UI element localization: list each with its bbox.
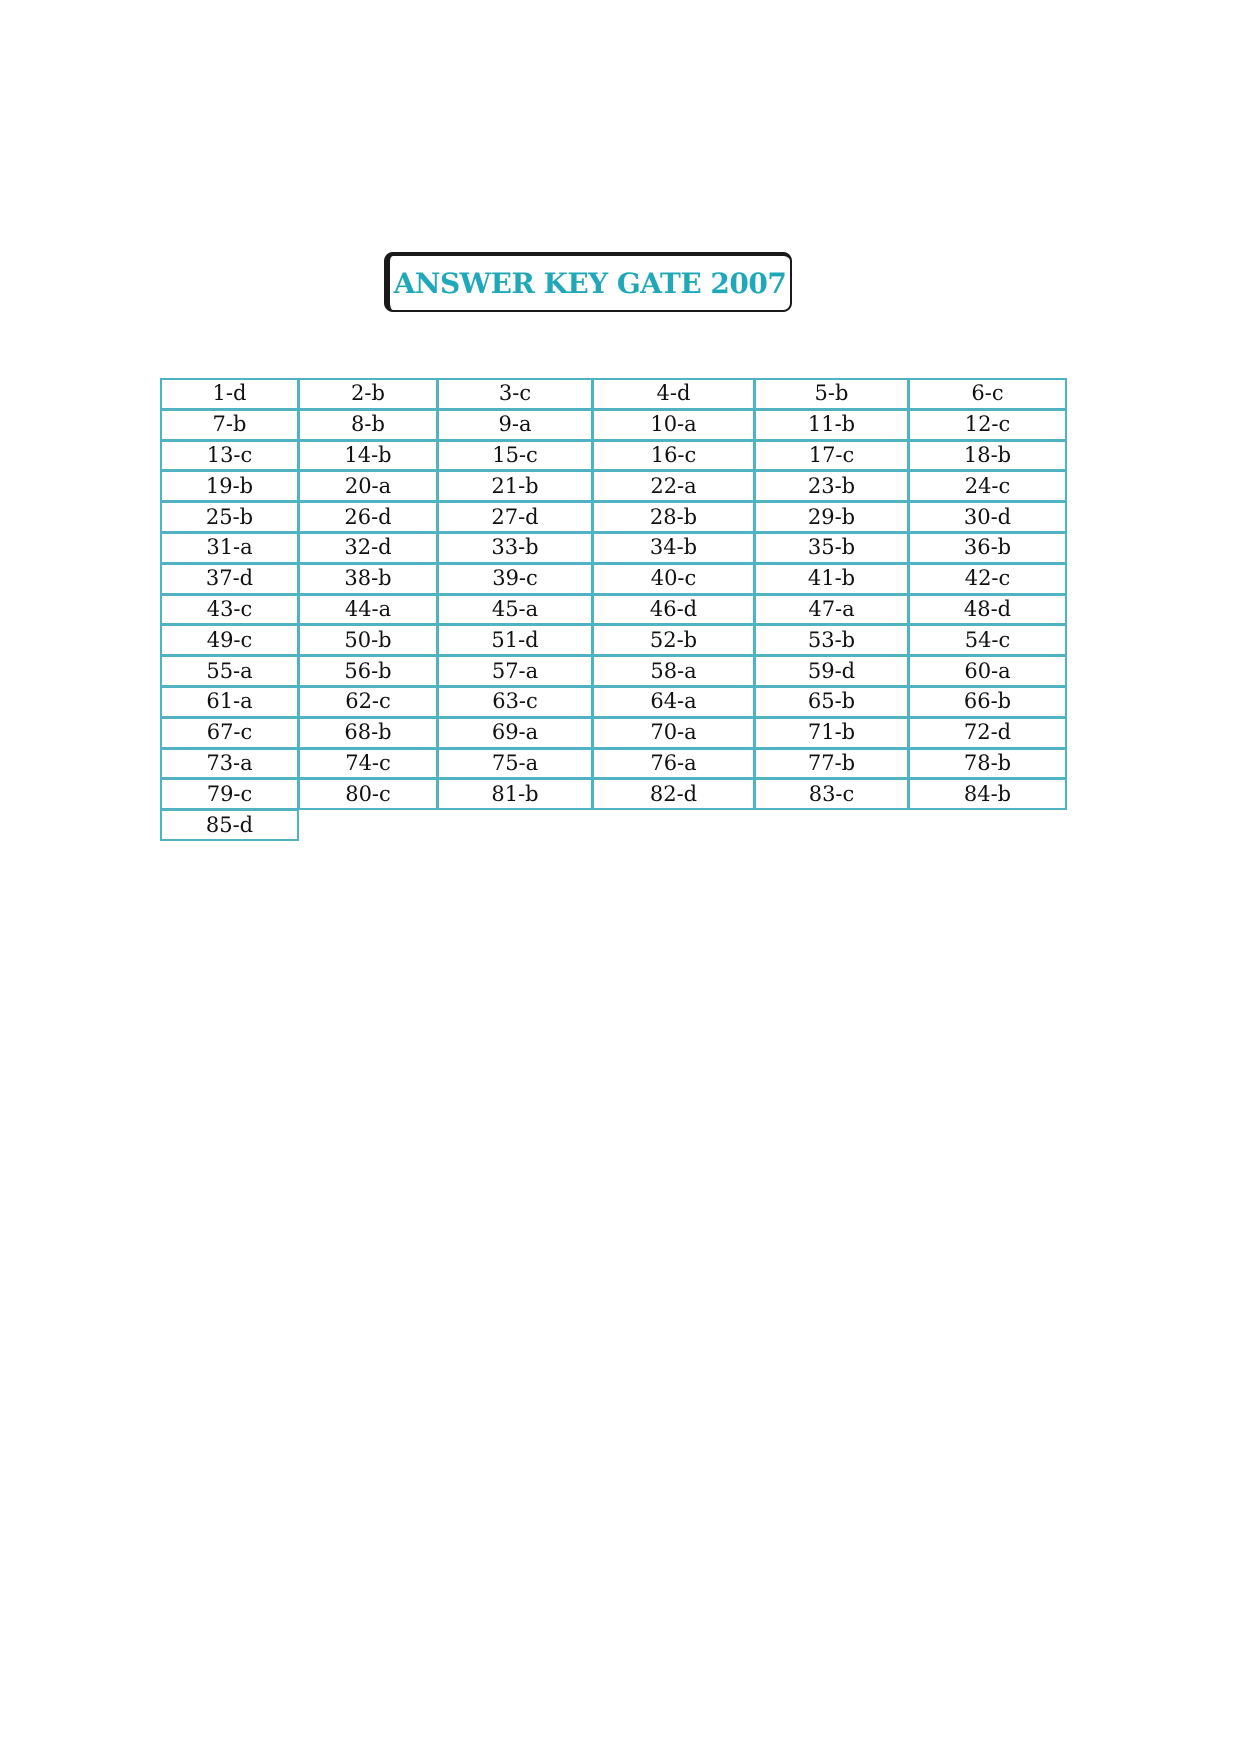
answer-cell: 47-a <box>754 594 909 626</box>
answer-cell: 65-b <box>754 686 909 718</box>
answer-cell: 12-c <box>908 409 1067 441</box>
answer-cell: 14-b <box>298 440 438 472</box>
answer-cell: 32-d <box>298 532 438 564</box>
answer-cell: 17-c <box>754 440 909 472</box>
answer-cell: 50-b <box>298 624 438 656</box>
answer-cell: 22-a <box>592 470 755 502</box>
answer-cell: 64-a <box>592 686 755 718</box>
answer-cell: 1-d <box>160 378 299 410</box>
answer-cell: 20-a <box>298 470 438 502</box>
answer-cell: 7-b <box>160 409 299 441</box>
answer-cell: 10-a <box>592 409 755 441</box>
answer-cell: 58-a <box>592 655 755 687</box>
answer-cell: 37-d <box>160 563 299 595</box>
answer-cell: 76-a <box>592 748 755 780</box>
answer-cell: 53-b <box>754 624 909 656</box>
answer-cell: 70-a <box>592 717 755 749</box>
answer-cell: 63-c <box>437 686 593 718</box>
answer-cell: 55-a <box>160 655 299 687</box>
answer-cell: 19-b <box>160 470 299 502</box>
answer-cell: 51-d <box>437 624 593 656</box>
answer-cell: 28-b <box>592 501 755 533</box>
title-box <box>384 252 792 312</box>
answer-cell: 18-b <box>908 440 1067 472</box>
answer-cell: 49-c <box>160 624 299 656</box>
answer-cell: 39-c <box>437 563 593 595</box>
answer-cell: 81-b <box>437 778 593 810</box>
answer-cell: 54-c <box>908 624 1067 656</box>
answer-cell: 80-c <box>298 778 438 810</box>
answer-cell: 46-d <box>592 594 755 626</box>
answer-cell: 77-b <box>754 748 909 780</box>
answer-cell: 26-d <box>298 501 438 533</box>
answer-cell: 6-c <box>908 378 1067 410</box>
page-title: ANSWER KEY GATE 2007 <box>393 266 787 300</box>
answer-cell: 35-b <box>754 532 909 564</box>
answer-cell: 43-c <box>160 594 299 626</box>
answer-cell: 45-a <box>437 594 593 626</box>
answer-cell: 59-d <box>754 655 909 687</box>
answer-cell: 23-b <box>754 470 909 502</box>
answer-cell: 34-b <box>592 532 755 564</box>
answer-cell: 69-a <box>437 717 593 749</box>
answer-cell: 56-b <box>298 655 438 687</box>
answer-cell: 3-c <box>437 378 593 410</box>
answer-cell: 67-c <box>160 717 299 749</box>
answer-cell: 68-b <box>298 717 438 749</box>
answer-cell: 85-d <box>160 809 299 841</box>
answer-cell: 29-b <box>754 501 909 533</box>
answer-cell: 83-c <box>754 778 909 810</box>
answer-cell: 16-c <box>592 440 755 472</box>
answer-cell: 36-b <box>908 532 1067 564</box>
answer-cell: 79-c <box>160 778 299 810</box>
answer-key-table <box>160 378 1066 840</box>
answer-cell: 24-c <box>908 470 1067 502</box>
answer-cell: 41-b <box>754 563 909 595</box>
answer-cell: 74-c <box>298 748 438 780</box>
answer-cell: 84-b <box>908 778 1067 810</box>
answer-cell: 42-c <box>908 563 1067 595</box>
answer-cell: 40-c <box>592 563 755 595</box>
answer-cell: 57-a <box>437 655 593 687</box>
answer-cell: 52-b <box>592 624 755 656</box>
answer-cell: 11-b <box>754 409 909 441</box>
answer-cell: 38-b <box>298 563 438 595</box>
answer-cell: 4-d <box>592 378 755 410</box>
answer-cell: 5-b <box>754 378 909 410</box>
answer-cell: 73-a <box>160 748 299 780</box>
answer-cell: 75-a <box>437 748 593 780</box>
answer-cell: 31-a <box>160 532 299 564</box>
answer-cell: 48-d <box>908 594 1067 626</box>
answer-cell: 66-b <box>908 686 1067 718</box>
answer-cell: 82-d <box>592 778 755 810</box>
answer-cell: 21-b <box>437 470 593 502</box>
answer-cell: 72-d <box>908 717 1067 749</box>
answer-cell: 61-a <box>160 686 299 718</box>
answer-cell: 60-a <box>908 655 1067 687</box>
answer-cell: 13-c <box>160 440 299 472</box>
answer-cell: 15-c <box>437 440 593 472</box>
answer-cell: 30-d <box>908 501 1067 533</box>
answer-cell: 78-b <box>908 748 1067 780</box>
answer-cell: 2-b <box>298 378 438 410</box>
answer-cell: 33-b <box>437 532 593 564</box>
answer-cell: 25-b <box>160 501 299 533</box>
answer-cell: 44-a <box>298 594 438 626</box>
answer-cell: 71-b <box>754 717 909 749</box>
answer-cell: 9-a <box>437 409 593 441</box>
answer-cell: 62-c <box>298 686 438 718</box>
answer-cell: 27-d <box>437 501 593 533</box>
answer-cell: 8-b <box>298 409 438 441</box>
